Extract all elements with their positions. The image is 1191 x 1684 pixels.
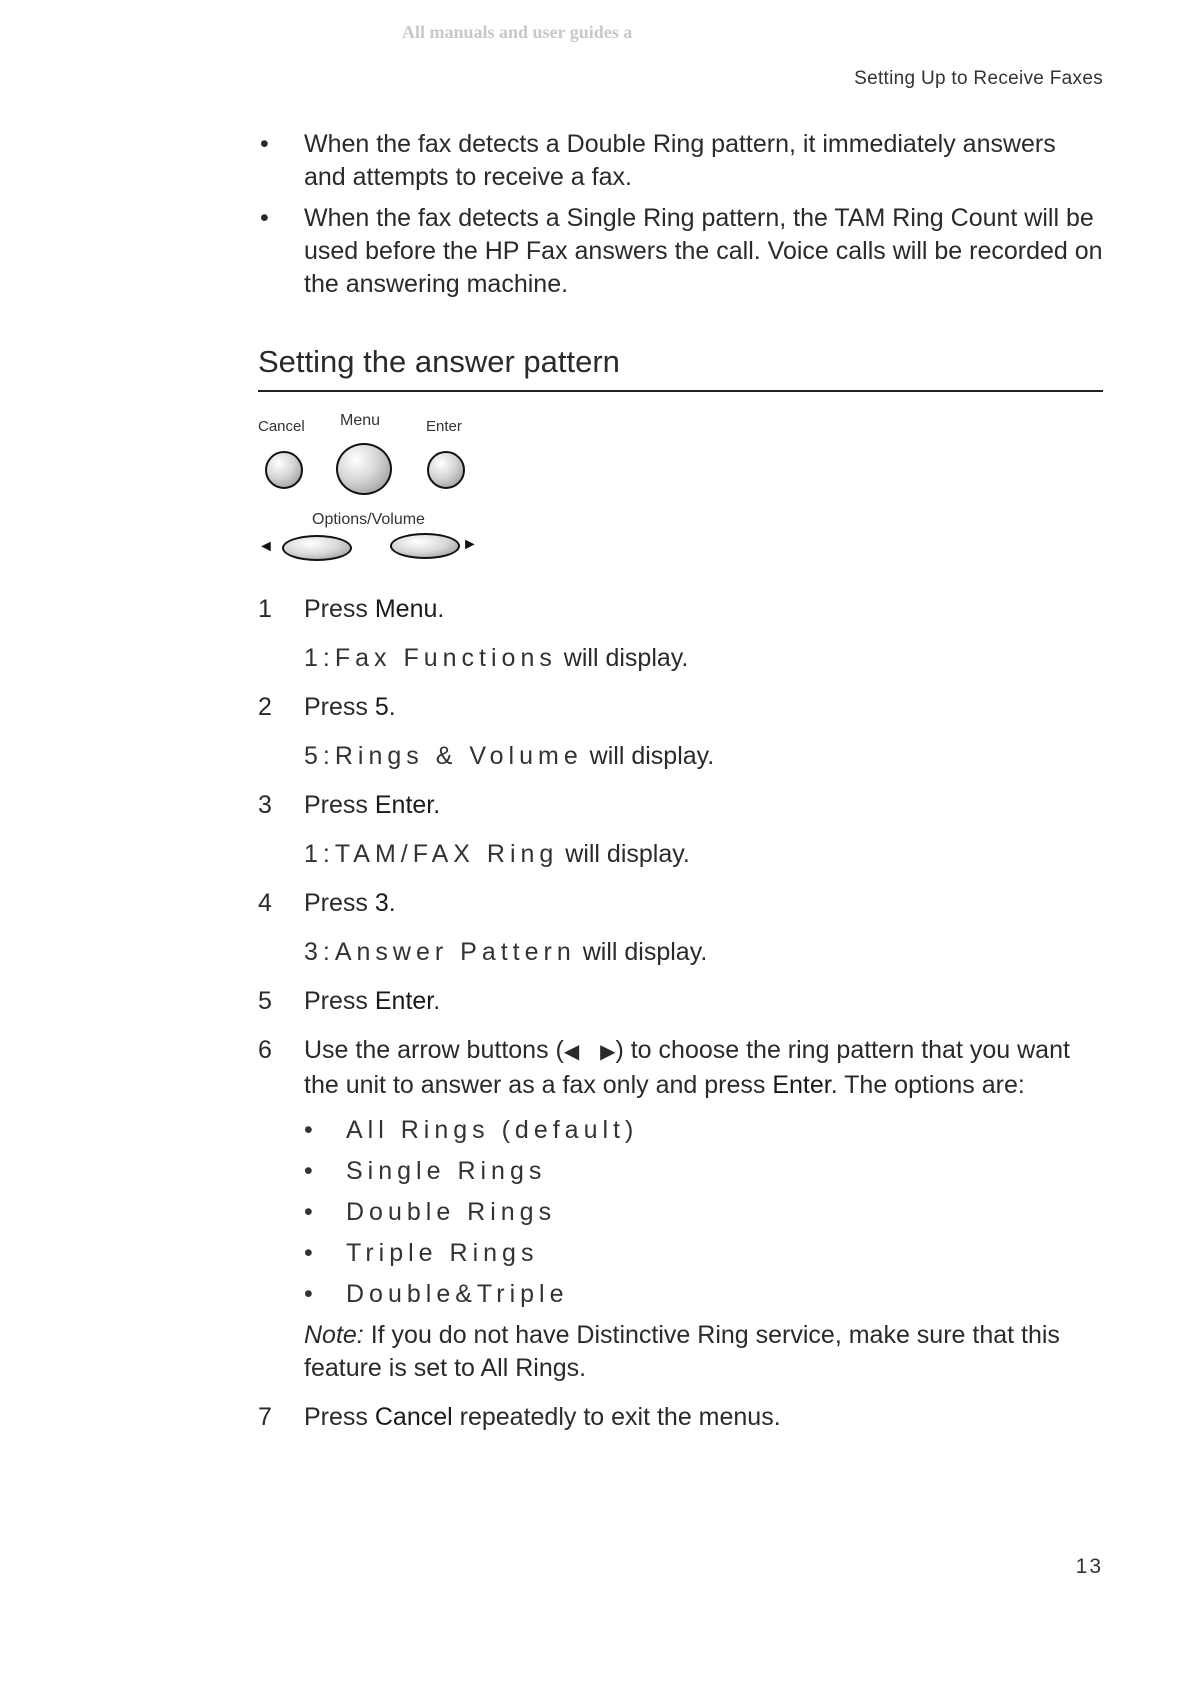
- control-panel-illustration: [258, 412, 508, 568]
- display-result: [258, 936, 1103, 969]
- option-item: [304, 1196, 1103, 1229]
- step-text-end: .: [437, 595, 445, 623]
- result-text: will display.: [582, 742, 715, 770]
- option-text: Triple Rings: [346, 1239, 539, 1267]
- options-volume-label: Options/Volume: [312, 511, 425, 528]
- key-name: Enter: [772, 1071, 831, 1099]
- option-text: Double&Triple: [346, 1280, 569, 1308]
- key-name: Menu: [374, 595, 438, 623]
- bullet-glyph: •: [260, 204, 269, 232]
- display-result: [258, 740, 1103, 773]
- section-title: Setting the answer pattern: [258, 344, 1103, 392]
- step-text: Press: [304, 595, 375, 623]
- step-text-end: .: [388, 693, 396, 721]
- key-name: 5: [374, 693, 389, 721]
- option-item: [304, 1278, 1103, 1311]
- right-arrow-icon: ►: [462, 536, 478, 553]
- option-text: Double Rings: [346, 1198, 557, 1226]
- step-item: [258, 691, 1103, 724]
- running-head: Setting Up to Receive Faxes: [854, 68, 1103, 89]
- options-right-button-illustration: [390, 533, 460, 559]
- lcd-text: 1:TAM/FAX Ring: [304, 840, 559, 868]
- enter-button-illustration: [427, 451, 465, 489]
- step-number: 3: [258, 791, 272, 819]
- list-item: [258, 128, 1103, 194]
- option-item: [304, 1114, 1103, 1147]
- bullet-glyph: •: [304, 1116, 313, 1144]
- step-item: [258, 593, 1103, 626]
- display-result: [258, 838, 1103, 871]
- step-text: Press: [304, 791, 375, 819]
- bullet-text: When the fax detects a Single Ring pattern, the TAM Ring Count will be used before the HP Fax answers the call. Voice calls will be recorded on the answering machine.: [304, 204, 1103, 298]
- intro-bullet-list: [258, 128, 1103, 309]
- display-result: [258, 642, 1103, 675]
- option-text: Single Rings: [346, 1157, 547, 1185]
- left-arrow-icon: ◄: [258, 538, 274, 555]
- options-left-button-illustration: [282, 535, 352, 561]
- cancel-label: Cancel: [258, 418, 305, 435]
- step-text-end: .: [433, 987, 441, 1015]
- menu-label: Menu: [340, 412, 381, 429]
- result-text: will display.: [558, 840, 690, 868]
- step-item: [258, 1401, 1103, 1434]
- note-label: Note:: [304, 1321, 364, 1349]
- result-text: will display.: [575, 938, 708, 966]
- step-number: 4: [258, 889, 272, 917]
- step-text: Use the arrow buttons (: [304, 1036, 564, 1064]
- note-text: If you do not have Distinctive Ring service, make sure that this feature is set to All Rings.: [304, 1321, 1060, 1382]
- step-number: 7: [258, 1403, 272, 1431]
- bullet-glyph: •: [304, 1157, 313, 1185]
- step-text-mid: ) to choose the ring pattern that you want the unit to answer as a fax only and press: [304, 1036, 1070, 1099]
- step-text: Press: [304, 889, 375, 917]
- step-item: [258, 887, 1103, 920]
- lcd-text: 5:Rings & Volume: [304, 742, 583, 770]
- step-number: 6: [258, 1036, 272, 1064]
- bullet-glyph: •: [304, 1198, 313, 1226]
- option-text: All Rings (default): [346, 1116, 639, 1144]
- step-text: Press: [304, 693, 375, 721]
- step-item: [258, 985, 1103, 1018]
- enter-label: Enter: [426, 418, 462, 435]
- step-text-end: . The options are:: [830, 1071, 1025, 1099]
- option-list: [258, 1114, 1103, 1311]
- note: [258, 1319, 1103, 1385]
- bullet-glyph: •: [260, 130, 269, 158]
- key-name: Enter: [374, 987, 434, 1015]
- option-item: [304, 1237, 1103, 1270]
- list-item: [258, 202, 1103, 301]
- key-name: Enter.: [374, 791, 441, 819]
- step-list: [258, 593, 1103, 1450]
- watermark: All manuals and user guides a: [402, 22, 633, 42]
- key-name: 3: [374, 889, 389, 917]
- right-arrow-icon: ▶: [600, 1041, 616, 1063]
- step-text: Press: [304, 987, 375, 1015]
- lcd-text: 1:Fax Functions: [304, 644, 557, 672]
- left-arrow-icon: ◀: [563, 1041, 580, 1063]
- menu-button-illustration: [336, 443, 392, 495]
- page-number: 13: [1075, 1555, 1103, 1578]
- bullet-text: When the fax detects a Double Ring pattern, it immediately answers and attempts to receive a fax.: [304, 130, 1056, 191]
- bullet-glyph: •: [304, 1239, 313, 1267]
- bullet-glyph: •: [304, 1280, 313, 1308]
- step-item: [258, 1034, 1103, 1102]
- step-number: 5: [258, 987, 272, 1015]
- lcd-text: 3:Answer Pattern: [304, 938, 576, 966]
- option-item: [304, 1155, 1103, 1188]
- result-text: will display.: [556, 644, 689, 672]
- step-text-end: repeatedly to exit the menus.: [452, 1403, 781, 1431]
- step-number: 1: [258, 595, 272, 623]
- cancel-button-illustration: [265, 451, 303, 489]
- key-name: Cancel: [374, 1403, 453, 1431]
- step-text: Press: [304, 1403, 375, 1431]
- step-item: [258, 789, 1103, 822]
- step-number: 2: [258, 693, 272, 721]
- step-text-end: .: [388, 889, 396, 917]
